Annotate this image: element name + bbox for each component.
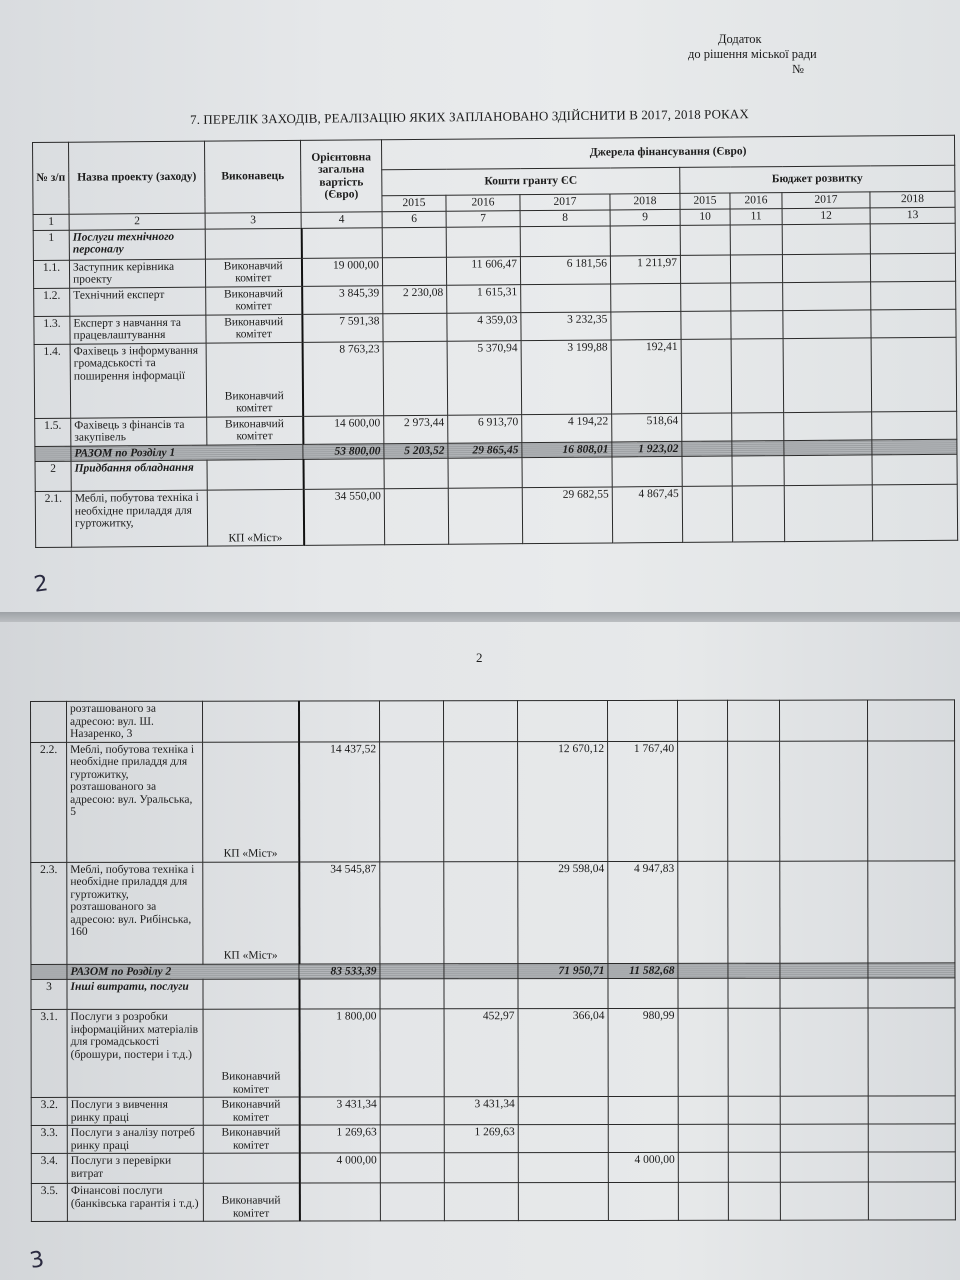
row-grant-value: 3 431,34 bbox=[444, 1097, 518, 1125]
row-number: 2.3. bbox=[31, 862, 67, 964]
row-budget-value bbox=[868, 1096, 955, 1124]
row-budget-value bbox=[867, 700, 954, 741]
row-budget-value bbox=[728, 861, 780, 963]
row-cost: 8 763,23 bbox=[302, 341, 384, 416]
row-name: Послуги з розробки інформаційних матеріалів для громадськості (брошури, постери і т.д.) bbox=[67, 1009, 203, 1097]
table-row bbox=[34, 337, 957, 418]
row-grant-value bbox=[608, 1096, 678, 1124]
row-grant-value bbox=[444, 1153, 518, 1183]
row-grant-value bbox=[448, 488, 522, 545]
row-grant-value: 6 181,56 bbox=[520, 255, 610, 284]
row-number: 3 bbox=[31, 979, 67, 1009]
table-row bbox=[31, 860, 955, 964]
row-name: Послуги з аналізу потреб ринку праці bbox=[67, 1125, 203, 1153]
row-budget-value bbox=[682, 456, 732, 486]
row-budget-value bbox=[732, 440, 784, 456]
row-name: Меблі, побутова техніка і необхідне приладдя для гуртожитку, розташованого за адресою: вул. Рибінська, 160 bbox=[67, 862, 203, 964]
header-year-budget: 2018 bbox=[870, 191, 955, 208]
row-number: 1 bbox=[33, 230, 69, 260]
row-grant-value bbox=[608, 1124, 678, 1152]
row-budget-value bbox=[730, 224, 782, 254]
row-grant-value: 518,64 bbox=[612, 413, 682, 442]
row-budget-value bbox=[678, 861, 728, 963]
row-grant-value: 4 194,22 bbox=[522, 413, 612, 442]
row-name: РАЗОМ по Розділу 2 bbox=[67, 964, 299, 980]
row-grant-value bbox=[518, 1182, 608, 1220]
table-row bbox=[31, 1182, 955, 1222]
row-name: розташованого за адресою: вул. Ш. Назаренко, 3 bbox=[67, 701, 203, 742]
row-grant-value bbox=[382, 257, 446, 286]
row-grant-value: 452,97 bbox=[444, 1009, 518, 1097]
row-cost: 3 845,39 bbox=[302, 285, 383, 314]
row-budget-value bbox=[677, 700, 727, 741]
row-budget-value bbox=[783, 281, 871, 310]
row-budget-value bbox=[868, 1124, 955, 1152]
row-budget-value bbox=[783, 337, 872, 412]
row-budget-value bbox=[682, 413, 732, 441]
table-row bbox=[31, 740, 955, 862]
row-grant-value: 29 682,55 bbox=[522, 487, 612, 544]
appendix-note-line3: № bbox=[792, 62, 804, 76]
row-budget-value bbox=[681, 339, 732, 413]
row-grant-value bbox=[444, 701, 518, 742]
row-grant-value bbox=[380, 1009, 444, 1097]
row-budget-value bbox=[678, 1152, 728, 1182]
row-name: Технічний експерт bbox=[70, 287, 206, 316]
header-year-grant: 2016 bbox=[446, 195, 520, 212]
row-budget-value bbox=[728, 741, 780, 861]
row-grant-value: 1 269,63 bbox=[444, 1125, 518, 1153]
row-grant-value bbox=[521, 283, 611, 312]
row-grant-value: 192,41 bbox=[611, 339, 682, 414]
document-title: 7. ПЕРЕЛІК ЗАХОДІВ, РЕАЛІЗАЦІЮ ЯКИХ ЗАПЛАНОВАНО ЗДІЙСНИТИ В 2017, 2018 РОКАХ bbox=[190, 106, 749, 127]
row-budget-value bbox=[868, 860, 955, 962]
row-budget-value bbox=[680, 255, 730, 283]
row-budget-value bbox=[782, 253, 870, 282]
row-executor: Виконавчий комітет bbox=[206, 342, 303, 417]
row-name: Меблі, побутова техніка і необхідне приладдя для гуртожитку, bbox=[71, 490, 207, 547]
handwritten-page-mark: 2 bbox=[32, 571, 50, 598]
row-budget-value bbox=[871, 309, 956, 338]
row-budget-value bbox=[783, 309, 871, 338]
row-budget-value bbox=[784, 411, 872, 440]
header-name: Назва проекту (заходу) bbox=[69, 141, 206, 214]
row-cost bbox=[299, 701, 380, 742]
colnum-cell: 12 bbox=[782, 208, 870, 224]
row-grant-value: 11 606,47 bbox=[446, 256, 520, 285]
row-cost: 1 269,63 bbox=[299, 1125, 380, 1153]
colnum-cell: 11 bbox=[730, 209, 782, 225]
row-grant-value bbox=[380, 963, 444, 979]
row-executor: Виконавчий комітет bbox=[205, 258, 301, 287]
row-budget-value bbox=[872, 439, 957, 455]
row-budget-value bbox=[868, 1008, 955, 1096]
row-number: 3.5. bbox=[31, 1183, 67, 1221]
row-grant-value: 29 598,04 bbox=[518, 861, 608, 963]
row-number: 3.3. bbox=[31, 1125, 67, 1153]
header-cost: Орієнтовна загальна вартість (Євро) bbox=[300, 140, 382, 213]
row-grant-value bbox=[520, 225, 610, 256]
row-grant-value: 3 199,88 bbox=[521, 339, 612, 414]
row-budget-value bbox=[868, 1152, 955, 1182]
row-cost: 34 550,00 bbox=[303, 489, 384, 546]
row-grant-value bbox=[518, 700, 608, 741]
row-executor bbox=[207, 459, 303, 490]
appendix-note-line2: до рішення міської ради bbox=[688, 47, 817, 61]
colnum-cell: 9 bbox=[610, 209, 680, 225]
row-budget-value bbox=[780, 1008, 868, 1096]
row-grant-value: 5 370,94 bbox=[447, 340, 522, 415]
row-grant-value: 29 865,45 bbox=[448, 442, 522, 458]
row-executor: КП «Міст» bbox=[203, 862, 299, 964]
row-budget-value bbox=[780, 963, 868, 979]
row-grant-value bbox=[380, 1125, 444, 1153]
row-grant-value: 5 203,52 bbox=[384, 443, 448, 459]
row-budget-value bbox=[872, 411, 957, 440]
colnum-cell: 1 bbox=[33, 214, 69, 230]
row-grant-value: 71 950,71 bbox=[518, 963, 608, 979]
row-budget-value bbox=[678, 1182, 728, 1220]
row-executor: КП «Міст» bbox=[203, 742, 299, 862]
row-budget-value bbox=[728, 1124, 780, 1152]
row-executor bbox=[203, 979, 299, 1009]
row-grant-value bbox=[612, 456, 682, 487]
row-grant-value bbox=[522, 457, 612, 488]
row-cost: 83 533,39 bbox=[299, 963, 380, 979]
row-grant-value bbox=[383, 313, 447, 342]
header-grant: Кошти гранту ЄС bbox=[382, 167, 680, 195]
row-cost bbox=[299, 1183, 380, 1221]
table-row bbox=[31, 1096, 955, 1126]
row-grant-value bbox=[444, 963, 518, 979]
row-grant-value bbox=[518, 1096, 608, 1124]
row-grant-value bbox=[444, 741, 518, 861]
table-row bbox=[31, 1124, 955, 1154]
row-number bbox=[31, 701, 67, 742]
row-grant-value bbox=[380, 1153, 444, 1183]
row-budget-value bbox=[868, 1182, 955, 1220]
row-budget-value bbox=[872, 454, 957, 485]
row-executor: Виконавчий комітет bbox=[203, 1183, 299, 1221]
row-budget-value bbox=[868, 740, 955, 860]
row-grant-value: 4 359,03 bbox=[447, 312, 521, 341]
row-name: Інші витрати, послуги bbox=[67, 979, 203, 1009]
appendix-note-line1: Додаток bbox=[718, 32, 762, 46]
row-grant-value bbox=[610, 225, 680, 256]
colnum-cell: 6 bbox=[382, 211, 446, 227]
row-grant-value: 6 913,70 bbox=[448, 414, 522, 443]
row-cost: 3 431,34 bbox=[299, 1097, 380, 1125]
row-budget-value bbox=[678, 1008, 728, 1096]
row-grant-value bbox=[444, 861, 518, 963]
row-name: Фінансові послуги (банківська гарантія і т.д.) bbox=[67, 1183, 203, 1221]
colnum-cell: 2 bbox=[69, 213, 205, 230]
row-executor: Виконавчий комітет bbox=[206, 286, 302, 315]
row-budget-value bbox=[728, 1096, 780, 1124]
row-number: 3.2. bbox=[31, 1097, 67, 1125]
row-grant-value bbox=[380, 979, 444, 1009]
row-budget-value bbox=[678, 741, 728, 861]
row-budget-value bbox=[784, 439, 872, 455]
row-grant-value: 4 867,45 bbox=[612, 486, 682, 543]
row-number: 1.2. bbox=[34, 288, 70, 316]
row-grant-value bbox=[444, 979, 518, 1009]
row-budget-value bbox=[870, 223, 955, 254]
header-budget: Бюджет розвитку bbox=[680, 165, 955, 193]
page-number: 2 bbox=[476, 650, 483, 665]
colnum-cell: 7 bbox=[446, 211, 520, 227]
header-num: № з/п bbox=[33, 142, 70, 214]
row-grant-value: 4 947,83 bbox=[608, 861, 678, 963]
row-grant-value: 3 232,35 bbox=[521, 311, 611, 340]
row-grant-value bbox=[448, 458, 522, 489]
row-grant-value: 2 973,44 bbox=[384, 415, 448, 444]
row-executor: КП «Міст» bbox=[207, 489, 303, 546]
row-number: 3.1. bbox=[31, 1009, 67, 1097]
row-budget-value bbox=[868, 978, 955, 1008]
row-grant-value bbox=[446, 226, 520, 257]
row-name: Заступник керівника проекту bbox=[69, 259, 205, 288]
header-executor: Виконавець bbox=[204, 140, 301, 213]
row-budget-value bbox=[680, 225, 730, 255]
row-grant-value: 366,04 bbox=[518, 1008, 608, 1096]
row-number bbox=[31, 964, 67, 980]
table-row bbox=[31, 978, 955, 1010]
header-year-grant: 2017 bbox=[520, 194, 610, 211]
row-grant-value bbox=[608, 1182, 678, 1220]
row-budget-value bbox=[728, 1182, 780, 1220]
row-grant-value bbox=[380, 741, 444, 861]
row-budget-value bbox=[731, 282, 783, 310]
row-budget-value bbox=[730, 254, 782, 282]
colnum-cell: 3 bbox=[205, 212, 301, 228]
row-grant-value: 1 211,97 bbox=[610, 255, 680, 284]
row-grant-value bbox=[608, 978, 678, 1008]
measures-table-page-2 bbox=[30, 699, 956, 1222]
row-grant-value bbox=[380, 701, 444, 742]
row-executor: Виконавчий комітет bbox=[203, 1009, 299, 1097]
row-cost bbox=[303, 459, 384, 490]
row-grant-value bbox=[611, 311, 681, 340]
row-number bbox=[35, 446, 71, 462]
row-name: Послуги з вивчення ринку праці bbox=[67, 1097, 203, 1125]
row-budget-value bbox=[870, 253, 955, 282]
row-executor: Виконавчий комітет bbox=[203, 1125, 299, 1153]
row-grant-value bbox=[384, 458, 448, 489]
row-name: Фахівець з інформування громадськості та поширення інформації bbox=[70, 343, 207, 418]
row-cost: 4 000,00 bbox=[299, 1153, 380, 1183]
row-name: Меблі, побутова техніка і необхідне приладдя для гуртожитку, розташованого за адресою: вул. Уральська, 5 bbox=[67, 742, 203, 862]
row-number: 1.3. bbox=[34, 316, 70, 344]
row-name: Послуги технічного персоналу bbox=[69, 229, 205, 260]
row-grant-value: 12 670,12 bbox=[518, 741, 608, 861]
row-budget-value bbox=[780, 1124, 868, 1152]
row-grant-value: 1 767,40 bbox=[608, 741, 678, 861]
handwritten-page-mark-2: 3 bbox=[27, 1246, 47, 1275]
row-budget-value bbox=[784, 485, 872, 542]
row-executor: Виконавчий комітет bbox=[207, 416, 303, 445]
row-executor: Виконавчий комітет bbox=[203, 1097, 299, 1125]
row-budget-value bbox=[780, 1152, 868, 1182]
row-budget-value bbox=[728, 963, 780, 979]
row-number: 2.2. bbox=[31, 742, 67, 862]
row-grant-value bbox=[518, 1124, 608, 1152]
row-budget-value bbox=[678, 978, 728, 1008]
row-budget-value bbox=[732, 486, 784, 542]
row-budget-value bbox=[681, 311, 731, 339]
header-year-budget: 2017 bbox=[782, 192, 870, 209]
row-budget-value bbox=[780, 978, 868, 1008]
row-cost: 7 591,38 bbox=[302, 313, 383, 342]
row-executor bbox=[203, 701, 299, 742]
row-name: Придбання обладнання bbox=[71, 460, 207, 491]
row-grant-value: 2 230,08 bbox=[383, 285, 447, 314]
header-year-budget: 2016 bbox=[730, 193, 782, 209]
header-year-budget: 2015 bbox=[680, 193, 730, 209]
row-budget-value bbox=[678, 963, 728, 979]
table-row bbox=[31, 700, 955, 742]
row-budget-value bbox=[728, 1008, 780, 1096]
row-grant-value bbox=[608, 700, 678, 741]
table-row bbox=[35, 484, 957, 547]
row-budget-value bbox=[682, 441, 732, 457]
colnum-cell: 10 bbox=[680, 209, 730, 225]
colnum-cell: 8 bbox=[520, 210, 610, 226]
row-budget-value bbox=[779, 700, 867, 741]
row-cost: 1 800,00 bbox=[299, 1009, 380, 1097]
row-budget-value bbox=[728, 1152, 780, 1182]
row-name: РАЗОМ по Розділу 1 bbox=[71, 444, 303, 461]
table-row bbox=[31, 962, 955, 979]
document-page-1 bbox=[0, 0, 960, 616]
row-grant-value bbox=[611, 283, 681, 312]
row-cost bbox=[301, 227, 382, 258]
row-budget-value bbox=[678, 1096, 728, 1124]
table-header bbox=[33, 135, 956, 230]
row-cost: 14 437,52 bbox=[299, 741, 380, 861]
colnum-cell: 13 bbox=[870, 207, 955, 223]
row-grant-value bbox=[380, 1183, 444, 1221]
row-budget-value bbox=[780, 1182, 868, 1220]
row-name: Експерт з навчання та працевлаштування bbox=[70, 315, 206, 344]
appendix-note bbox=[688, 32, 817, 77]
row-grant-value: 16 808,01 bbox=[522, 441, 612, 457]
row-budget-value bbox=[732, 412, 784, 440]
row-budget-value bbox=[727, 700, 779, 741]
row-grant-value bbox=[518, 978, 608, 1008]
row-budget-value bbox=[732, 456, 784, 486]
row-budget-value bbox=[872, 484, 957, 541]
row-budget-value bbox=[731, 338, 784, 412]
row-grant-value: 980,99 bbox=[608, 1008, 678, 1096]
row-grant-value bbox=[444, 1183, 518, 1221]
row-budget-value bbox=[868, 962, 955, 978]
row-name: Послуги з перевірки витрат bbox=[67, 1153, 203, 1183]
row-budget-value bbox=[871, 281, 956, 310]
row-grant-value: 4 000,00 bbox=[608, 1152, 678, 1182]
row-cost: 19 000,00 bbox=[301, 257, 382, 286]
measures-table-page-1 bbox=[32, 135, 958, 548]
row-cost: 14 600,00 bbox=[303, 415, 384, 444]
row-number: 1.5. bbox=[35, 418, 71, 446]
row-grant-value: 1 615,31 bbox=[447, 284, 521, 313]
row-number: 3.4. bbox=[31, 1153, 67, 1183]
row-budget-value bbox=[731, 310, 783, 338]
table-row bbox=[31, 1008, 955, 1098]
row-executor bbox=[205, 228, 301, 259]
row-budget-value bbox=[780, 861, 868, 963]
row-grant-value bbox=[382, 227, 446, 258]
row-name: Фахівець з фінансів та закупівель bbox=[71, 417, 207, 446]
row-grant-value bbox=[383, 341, 448, 416]
row-budget-value bbox=[871, 337, 957, 412]
row-budget-value bbox=[678, 1124, 728, 1152]
row-executor bbox=[203, 1153, 299, 1183]
row-budget-value bbox=[780, 741, 868, 861]
row-cost: 34 545,87 bbox=[299, 861, 380, 963]
row-budget-value bbox=[682, 486, 732, 542]
row-cost: 53 800,00 bbox=[303, 443, 384, 459]
row-number: 2.1. bbox=[35, 491, 71, 547]
colnum-cell: 4 bbox=[301, 212, 382, 228]
row-grant-value bbox=[380, 861, 444, 963]
header-year-grant: 2018 bbox=[610, 193, 680, 210]
row-number: 1.1. bbox=[33, 260, 69, 288]
header-sources: Джерела фінансування (Євро) bbox=[381, 135, 954, 169]
row-budget-value bbox=[780, 1096, 868, 1124]
row-grant-value bbox=[518, 1152, 608, 1182]
row-grant-value bbox=[380, 1097, 444, 1125]
row-budget-value bbox=[728, 978, 780, 1008]
document-page-2 bbox=[0, 622, 960, 1280]
row-budget-value bbox=[784, 455, 872, 486]
row-budget-value bbox=[681, 283, 731, 311]
row-grant-value: 1 923,02 bbox=[612, 441, 682, 457]
table-row bbox=[31, 1152, 955, 1184]
row-number: 2 bbox=[35, 461, 71, 491]
header-year-grant: 2015 bbox=[382, 195, 446, 212]
row-number: 1.4. bbox=[34, 344, 71, 418]
row-grant-value: 11 582,68 bbox=[608, 963, 678, 979]
row-budget-value bbox=[782, 223, 870, 254]
row-executor: Виконавчий комітет bbox=[206, 314, 302, 343]
row-cost bbox=[299, 979, 380, 1009]
row-grant-value bbox=[384, 488, 448, 545]
